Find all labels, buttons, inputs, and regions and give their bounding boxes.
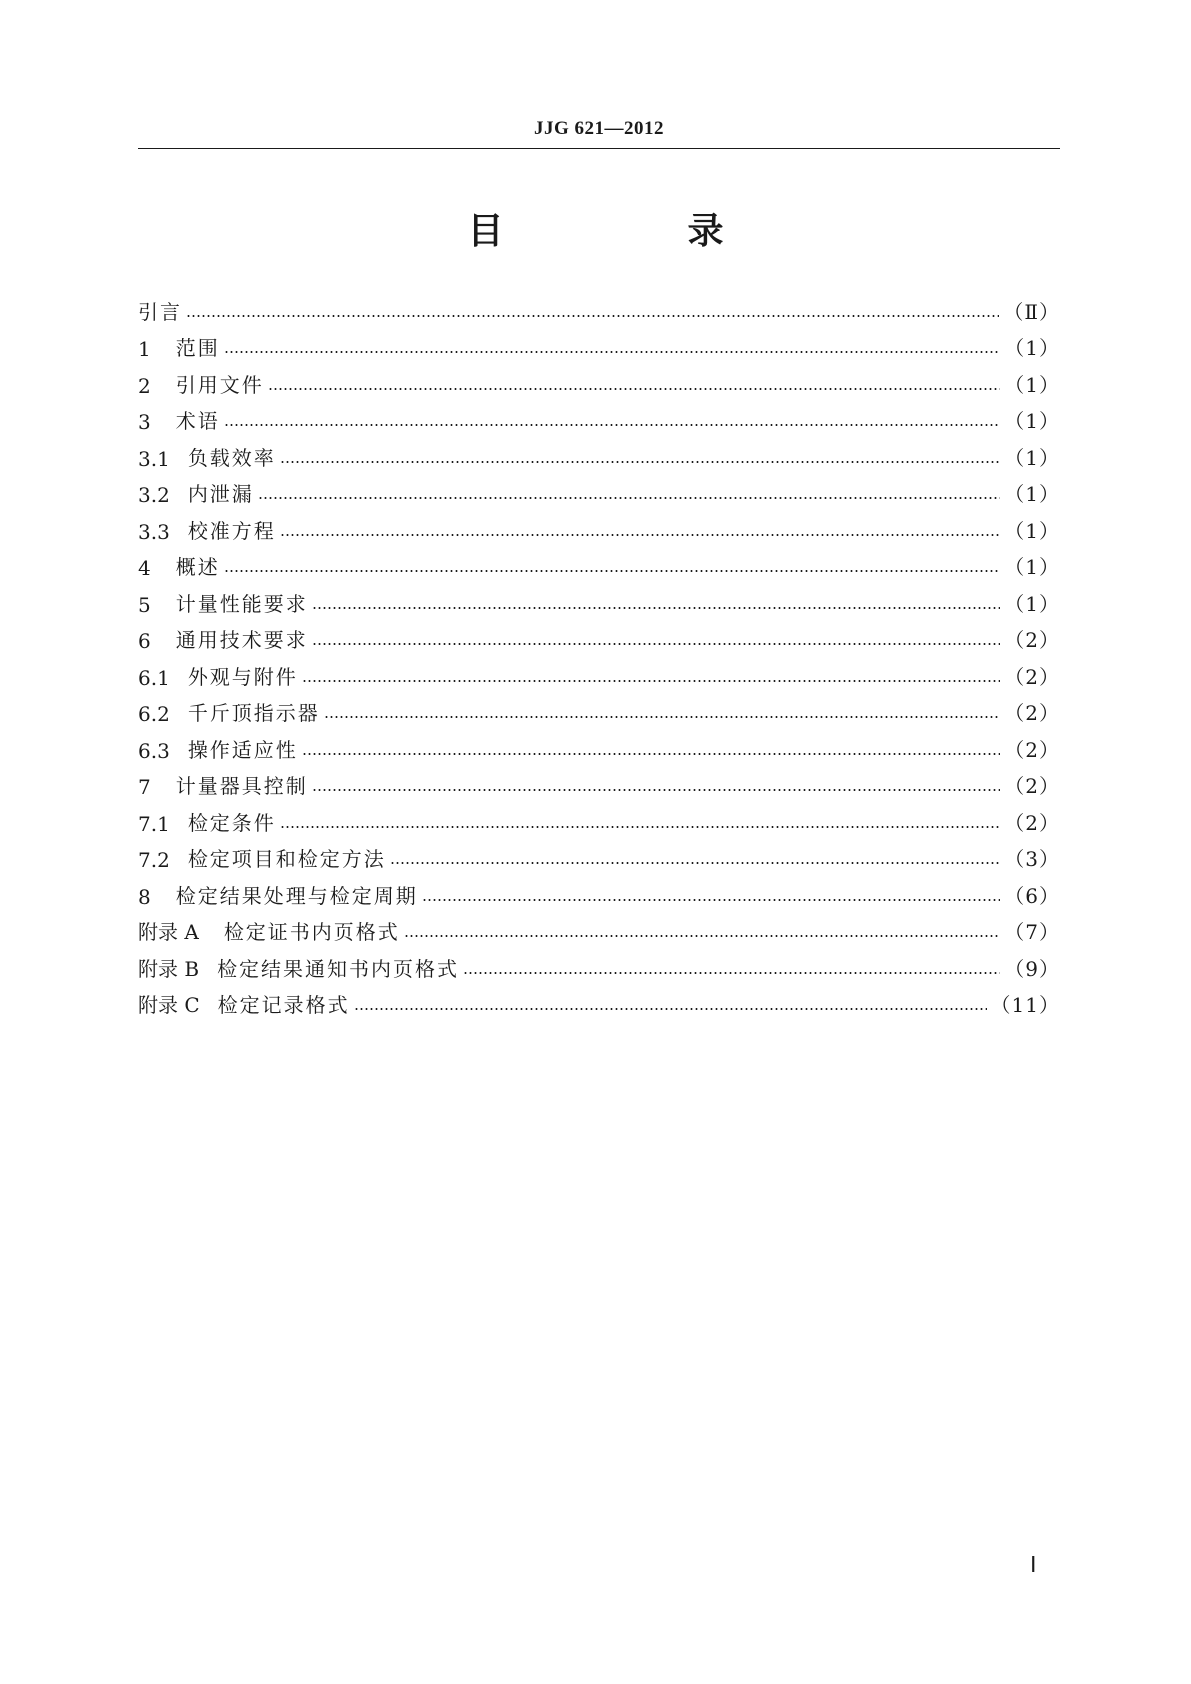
toc-entry-7[interactable] [138,763,1060,800]
toc-dot-leader [354,992,987,1012]
toc-entry-label: 检定证书内页格式 [223,920,400,944]
toc-dot-leader [258,481,1000,501]
toc-entry-label: 负载效率 [187,445,276,470]
toc-entry-page: （2） [1004,628,1060,652]
toc-entry-label: 外观与附件 [187,664,298,689]
toc-entry-number: 8 [138,884,151,909]
toc-entry-number: 7.1 [138,811,170,836]
toc-entry-label: 千斤顶指示器 [187,701,320,725]
toc-entry-page: （1） [1004,482,1060,506]
page-number: Ⅰ [1030,1552,1037,1577]
toc-entry-6-2[interactable] [138,690,1060,727]
toc-entry-page: （2） [1004,701,1060,725]
toc-dot-leader [404,919,1000,939]
toc-entry-page: （1） [1004,518,1060,543]
toc-entry-2[interactable] [138,361,1060,398]
toc-entry-label: 校准方程 [187,518,276,543]
toc-entry-3-3[interactable] [138,507,1060,544]
toc-entry-label: 范围 [175,336,220,360]
toc-entry-3-2[interactable] [138,471,1060,508]
document-code-header: JJG 621—2012 [533,118,665,139]
toc-dot-leader [224,408,1001,428]
toc-entry-3-1[interactable] [138,434,1060,471]
toc-dot-leader [302,737,1000,757]
toc-entry-label: 概述 [175,555,220,579]
toc-entry-label: 通用技术要求 [175,628,308,652]
toc-entry-page: （11） [990,993,1060,1017]
toc-dot-leader [390,846,1000,866]
toc-entry-appendix-b[interactable] [138,945,1060,982]
toc-entry-label: 检定项目和检定方法 [187,847,386,871]
toc-entry-page: （2） [1004,774,1060,798]
toc-entry-label: 引言 [138,299,182,324]
toc-entry-3[interactable] [138,398,1060,435]
toc-entry-7-1[interactable] [138,799,1060,836]
toc-entry-number: 附录 B [138,956,200,981]
header-rule [138,148,1060,149]
toc-dot-leader [280,518,1000,538]
toc-entry-number: 6.2 [138,702,170,726]
toc-entry-number: 5 [138,592,151,617]
toc-entry-number: 附录 A [138,920,199,944]
toc-entry-page: （1） [1004,409,1060,433]
toc-entry-page: （9） [1004,956,1060,981]
toc-entry-label: 计量性能要求 [175,591,308,616]
toc-entry-number: 3.1 [138,446,170,471]
toc-entry-1[interactable] [138,325,1060,362]
toc-entry-page: （Ⅱ） [1003,299,1060,324]
toc-entry-label: 检定结果处理与检定周期 [175,883,418,908]
toc-entry-page: （1） [1004,591,1060,616]
toc-entry-label: 检定记录格式 [217,993,350,1017]
toc-entry-6-3[interactable] [138,726,1060,763]
toc-entry-number: 3.3 [138,519,170,544]
toc-entry-intro[interactable] [138,288,1060,325]
toc-entry-label: 操作适应性 [187,737,298,762]
toc-entry-page: （1） [1004,555,1060,579]
toc-dot-leader [463,956,1000,976]
toc-entry-number: 7.2 [138,848,170,872]
toc-entry-page: （7） [1004,920,1060,944]
toc-entry-number: 1 [138,337,151,361]
toc-entry-7-2[interactable] [138,836,1060,873]
toc-title: 目 录 [467,211,798,252]
table-of-contents [138,288,1060,1018]
toc-entry-number: 6.1 [138,665,170,690]
toc-entry-page: （1） [1004,336,1060,360]
toc-entry-page: （2） [1004,810,1060,835]
toc-dot-leader [268,372,1001,392]
toc-entry-number: 7 [138,775,151,799]
toc-entry-number: 附录 C [138,993,200,1017]
toc-entry-page: （1） [1004,445,1060,470]
toc-entry-8[interactable] [138,872,1060,909]
toc-entry-label: 检定结果通知书内页格式 [217,956,460,981]
toc-entry-appendix-a[interactable] [138,909,1060,946]
toc-entry-page: （1） [1004,372,1060,397]
toc-entry-label: 检定条件 [187,810,276,835]
toc-dot-leader [324,700,1000,720]
toc-entry-label: 计量器具控制 [175,774,308,798]
toc-entry-6[interactable] [138,617,1060,654]
toc-entry-number: 6.3 [138,738,170,763]
toc-entry-page: （2） [1004,664,1060,689]
toc-entry-number: 4 [138,556,151,580]
toc-dot-leader [312,773,1001,793]
toc-dot-leader [224,335,1001,355]
toc-entry-4[interactable] [138,544,1060,581]
toc-dot-leader [186,299,999,319]
toc-entry-label: 术语 [175,409,220,433]
toc-entry-6-1[interactable] [138,653,1060,690]
toc-entry-number: 3 [138,410,151,434]
toc-entry-number: 2 [138,373,151,398]
toc-dot-leader [280,810,1000,830]
toc-dot-leader [312,627,1001,647]
toc-entry-appendix-c[interactable] [138,982,1060,1019]
toc-entry-number: 6 [138,629,151,653]
toc-dot-leader [422,883,1001,903]
toc-entry-5[interactable] [138,580,1060,617]
toc-dot-leader [280,445,1000,465]
toc-entry-page: （3） [1004,847,1060,871]
toc-dot-leader [302,664,1000,684]
toc-dot-leader [224,554,1001,574]
toc-dot-leader [312,591,1001,611]
toc-entry-page: （2） [1004,737,1060,762]
toc-entry-label: 内泄漏 [187,482,254,506]
toc-entry-page: （6） [1004,883,1060,908]
toc-entry-label: 引用文件 [175,372,264,397]
toc-entry-number: 3.2 [138,483,170,507]
